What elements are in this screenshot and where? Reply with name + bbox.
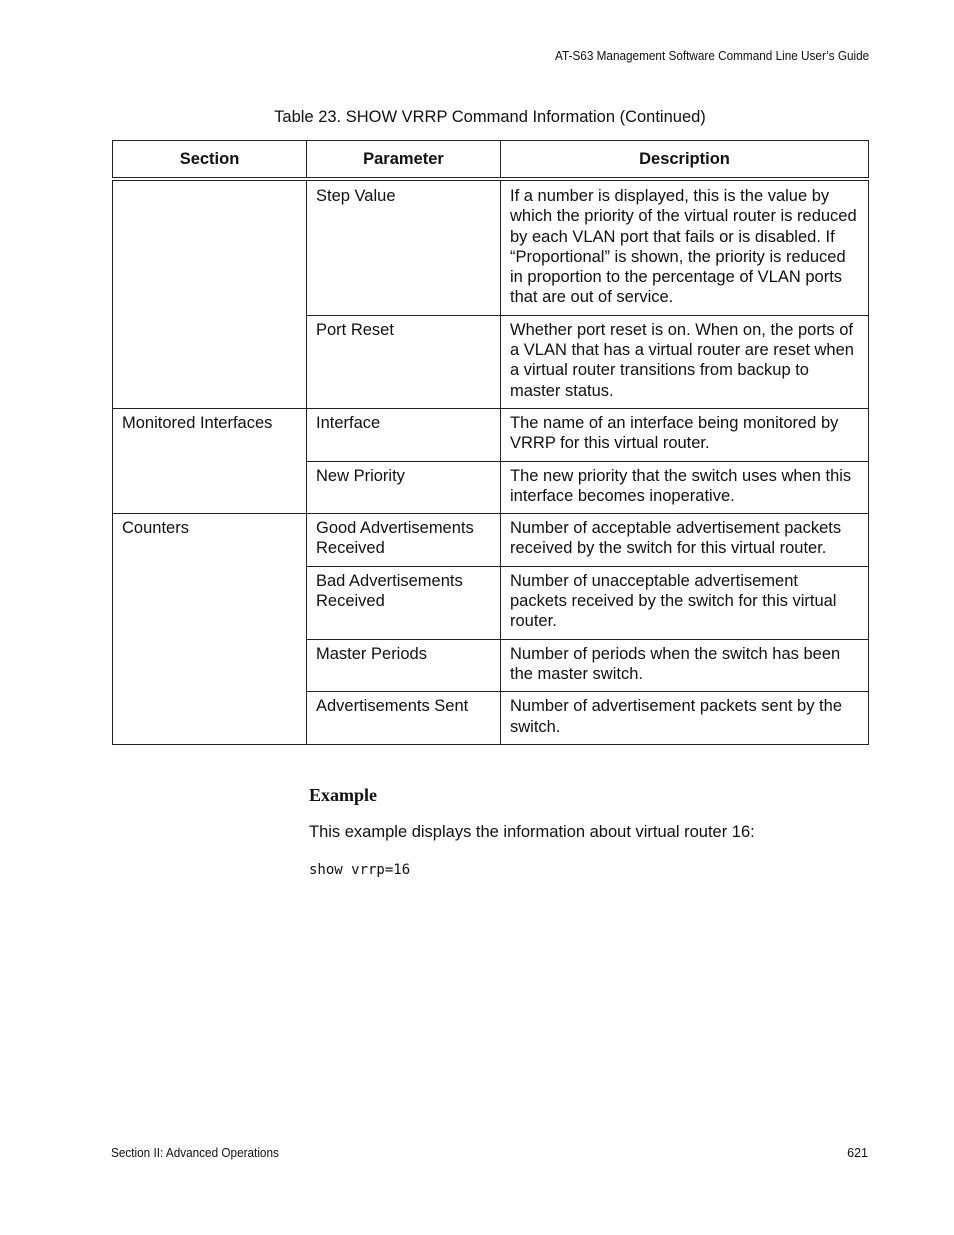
column-header-section: Section [113,141,307,180]
parameter-cell: Good Advertisements Received [307,514,501,567]
footer-section-title: Section II: Advanced Operations [111,1146,279,1160]
description-cell: Number of advertisement packets sent by the switch. [501,692,869,745]
vrrp-info-table [112,140,869,745]
example-description: This example displays the information about virtual router 16: [309,823,755,841]
description-cell: Number of periods when the switch has been the master switch. [501,639,869,692]
example-heading: Example [309,785,378,805]
table-row [113,408,869,461]
parameter-cell: New Priority [307,461,501,514]
column-header-parameter: Parameter [307,141,501,180]
column-header-description: Description [501,141,869,180]
parameter-cell: Master Periods [307,639,501,692]
section-cell: Monitored Interfaces [113,408,307,513]
table-caption: Table 23. SHOW VRRP Command Information (Continued) [274,108,706,126]
section-cell [113,179,307,408]
example-command: show vrrp=16 [309,862,411,878]
description-cell: Number of unacceptable advertisement packets received by the switch for this virtual router. [501,566,869,639]
table-row [113,514,869,567]
parameter-cell: Port Reset [307,315,501,408]
description-cell: The new priority that the switch uses when this interface becomes inoperative. [501,461,869,514]
parameter-cell: Advertisements Sent [307,692,501,745]
running-header: AT-S63 Management Software Command Line User’s Guide [554,49,869,63]
description-cell: Whether port reset is on. When on, the ports of a VLAN that has a virtual router are reset when a virtual router transitions from backup to master status. [501,315,869,408]
table-header-row [113,141,869,180]
section-cell: Counters [113,514,307,745]
description-cell: If a number is displayed, this is the value by which the priority of the virtual router is reduced by each VLAN port that fails or is disabled. If “Proportional” is shown, the priority is reduced in proportion to the percentage of VLAN ports that are out of service. [501,179,869,315]
description-cell: The name of an interface being monitored by VRRP for this virtual router. [501,408,869,461]
parameter-cell: Step Value [307,179,501,315]
page-number: 621 [847,1146,868,1160]
parameter-cell: Bad Advertisements Received [307,566,501,639]
description-cell: Number of acceptable advertisement packets received by the switch for this virtual router. [501,514,869,567]
parameter-cell: Interface [307,408,501,461]
table-row [113,179,869,315]
